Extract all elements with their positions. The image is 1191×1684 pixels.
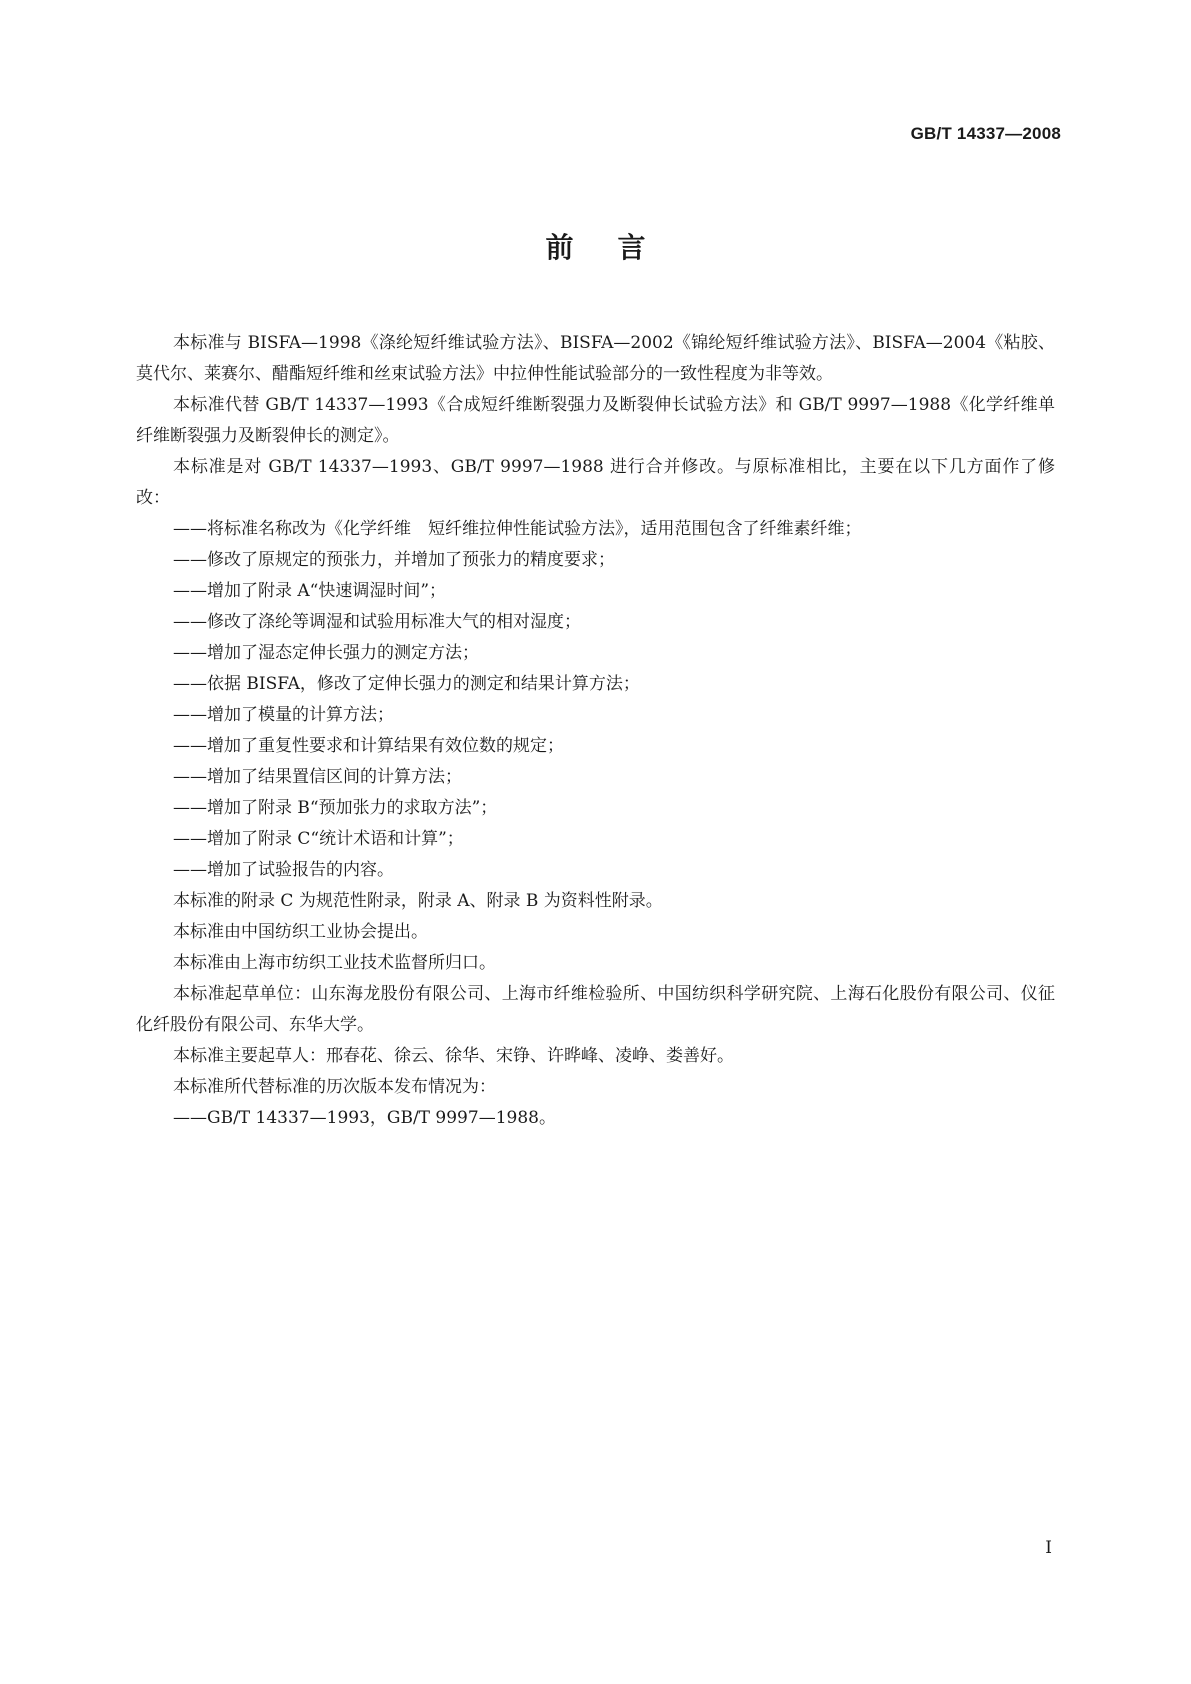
paragraph-centralized-by: 本标准由上海市纺织工业技术监督所归口。 <box>173 953 496 973</box>
change-item: ——依据 BISFA，修改了定伸长强力的测定和结果计算方法； <box>173 674 640 694</box>
change-item: ——增加了附录 A“快速调湿时间”； <box>173 581 447 601</box>
change-item: ——增加了湿态定伸长强力的测定方法； <box>173 643 479 663</box>
change-item: ——修改了原规定的预张力，并增加了预张力的精度要求； <box>173 550 615 570</box>
page-number: I <box>1045 1538 1052 1558</box>
change-item: ——增加了模量的计算方法； <box>173 705 394 725</box>
page-title: 前言 <box>545 231 690 264</box>
change-item: ——增加了附录 C“统计术语和计算”； <box>173 829 464 849</box>
paragraph-proposed-by: 本标准由中国纺织工业协会提出。 <box>173 922 428 942</box>
previous-versions-item: ——GB/T 14337—1993，GB/T 9997—1988。 <box>173 1108 556 1128</box>
change-item: ——增加了附录 B“预加张力的求取方法”； <box>173 798 498 818</box>
paragraph-annex-status: 本标准的附录 C 为规范性附录，附录 A、附录 B 为资料性附录。 <box>173 891 663 911</box>
change-item: ——增加了试验报告的内容。 <box>173 860 394 880</box>
change-item: ——增加了结果置信区间的计算方法； <box>173 767 462 787</box>
paragraph-drafting-units: 本标准起草单位：山东海龙股份有限公司、上海市纤维检验所、中国纺织科学研究院、上海石化股份有限公司、仪征化纤股份有限公司、东华大学。 <box>136 984 1055 1035</box>
paragraph-consistency: 本标准与 BISFA—1998《涤纶短纤维试验方法》、BISFA—2002《锦纶短纤维试验方法》、BISFA—2004《粘胶、莫代尔、莱赛尔、醋酯短纤维和丝束试验方法》中拉伸性能试验部分的一致性程度为非等效。 <box>136 333 1055 384</box>
change-item: ——修改了涤纶等调湿和试验用标准大气的相对湿度； <box>173 612 581 632</box>
change-item: ——将标准名称改为《化学纤维 短纤维拉伸性能试验方法》，适用范围包含了纤维素纤维； <box>173 519 862 539</box>
foreword-body <box>136 328 1055 1134</box>
paragraph-history-intro: 本标准所代替标准的历次版本发布情况为： <box>173 1077 496 1097</box>
document-code: GB/T 14337—2008 <box>910 124 1061 143</box>
change-item: ——增加了重复性要求和计算结果有效位数的规定； <box>173 736 564 756</box>
paragraph-drafters: 本标准主要起草人：邢春花、徐云、徐华、宋铮、许晔峰、凌峥、娄善好。 <box>173 1046 734 1066</box>
paragraph-merge: 本标准是对 GB/T 14337—1993、GB/T 9997—1988 进行合并修改。与原标准相比，主要在以下几方面作了修改： <box>136 457 1055 508</box>
paragraph-replaces: 本标准代替 GB/T 14337—1993《合成短纤维断裂强力及断裂伸长试验方法》和 GB/T 9997—1988《化学纤维单纤维断裂强力及断裂伸长的测定》。 <box>136 395 1055 446</box>
